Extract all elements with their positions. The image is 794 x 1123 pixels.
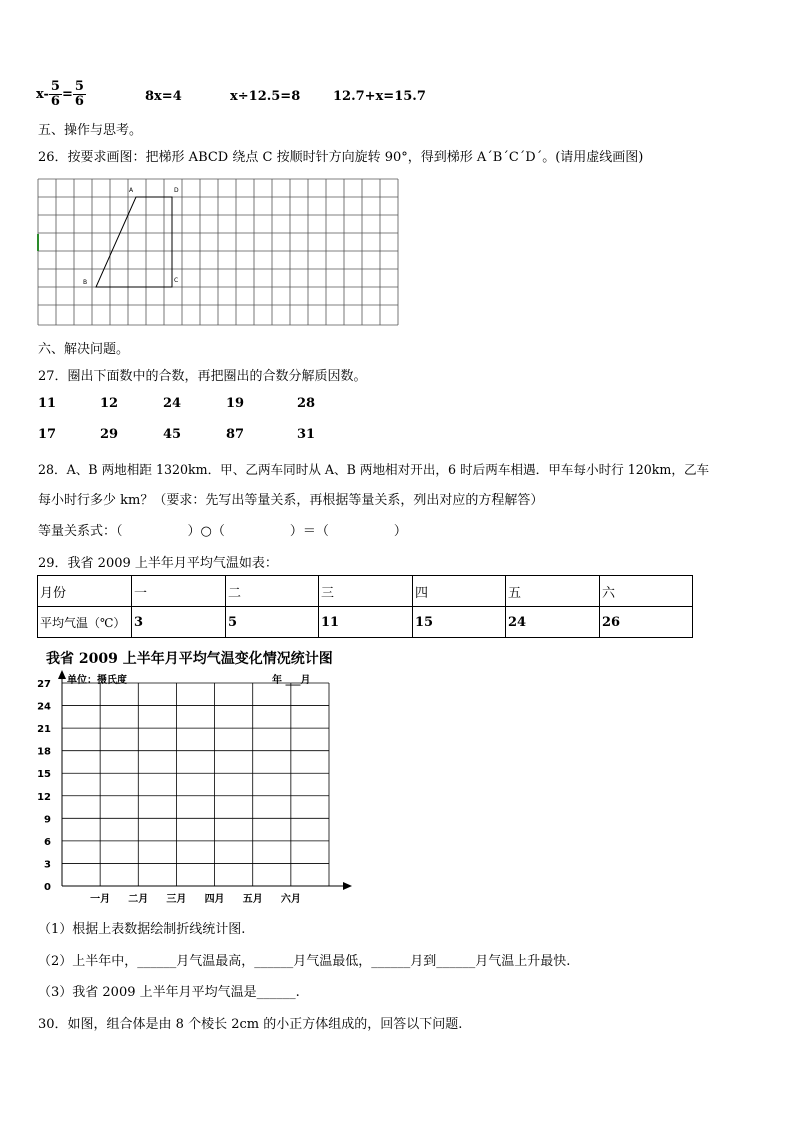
question-29-text: 29．我省 2009 上半年月平均气温如表： [38,556,278,571]
table-cell: 3 [132,607,226,638]
section-6-heading: 六、解决问题。 [38,342,130,357]
table-cell: 26 [600,607,693,638]
chart-unit-label: 单位：摄氏度 [67,675,127,686]
q27-number: 87 [226,427,245,442]
question-29-sub-3: （3）我省 2009 上半年月平均气温是______. [38,985,300,1000]
table-cell: 一 [132,576,226,607]
question-27-text: 27．圈出下面数中的合数，再把圈出的合数分解质因数。 [38,369,367,384]
q27-number: 28 [297,396,316,411]
y-tick-label: 18 [37,746,51,758]
y-tick-label: 12 [37,791,51,803]
chart-y-ticks [37,679,51,893]
q27-number: 12 [100,396,119,411]
equation-3: x÷12.5=8 [230,89,301,104]
section-5-heading: 五、操作与思考。 [38,123,143,138]
equation-1 [36,80,86,109]
q27-number: 17 [38,427,57,442]
fraction-2-denominator: 6 [74,94,84,109]
y-tick-label: 15 [37,769,51,781]
label-a: A [129,187,134,194]
table-cell: 5 [226,607,319,638]
fraction-2-numerator: 5 [74,79,84,94]
temperature-chart [30,668,360,910]
y-tick-label: 0 [44,882,51,893]
table-row [38,576,693,607]
question-26-text: 26．按要求画图：把梯形 ABCD 绕点 C 按顺时针方向旋转 90°，得到梯形 A´B´C´D´。(请用虚线画图) [38,150,644,165]
table-cell: 六 [600,576,693,607]
question-29-sub-2: （2）上半年中，______月气温最高，______月气温最低，______月到______月气温上升最快. [38,954,571,969]
y-tick-label: 24 [37,701,51,713]
y-axis-arrow [58,670,66,679]
chart-date-label: 年 ___月 [272,675,311,686]
question-28-line-1: 28．A、B 两地相距 1320km．甲、乙两车同时从 A、B 两地相对开出，6 时后两车相遇．甲车每小时行 120km，乙车 [38,462,710,477]
x-tick-label: 五月 [242,894,263,905]
table-cell: 15 [413,607,506,638]
fraction-1-numerator: 5 [50,79,60,94]
y-tick-label: 3 [44,859,51,871]
q27-number: 29 [100,427,119,442]
table-cell: 三 [319,576,413,607]
table-cell: 二 [226,576,319,607]
question-28-relation: 等量关系式：（ ）○（ ）＝（ ） [38,524,407,539]
label-c: C [174,277,179,284]
table-cell: 24 [506,607,600,638]
x-tick-label: 六月 [280,894,301,905]
chart-title: 我省 2009 上半年月平均气温变化情况统计图 [46,651,333,667]
fraction-2 [73,80,86,109]
fraction-1-denominator: 6 [50,94,60,109]
x-tick-label: 一月 [90,894,111,905]
table-cell: 平均气温（℃） [38,607,132,638]
x-tick-label: 三月 [166,894,187,905]
eq1-prefix: x- [36,87,49,102]
question-29-sub-1: （1）根据上表数据绘制折线统计图. [38,922,246,937]
y-tick-label: 6 [44,836,51,848]
question-30-text: 30．如图，组合体是由 8 个棱长 2cm 的小正方体组成的，回答以下问题. [38,1017,463,1032]
trapezoid-abcd [96,197,172,287]
equation-4: 12.7+x=15.7 [333,89,426,104]
q27-number: 11 [38,396,57,411]
q27-number: 31 [297,427,316,442]
eq1-equals: = [61,87,73,102]
grid-lines [38,179,398,325]
x-tick-label: 四月 [204,894,225,905]
table-cell: 月份 [38,576,132,607]
equation-2: 8x=4 [145,89,182,104]
x-axis-arrow [343,882,352,890]
table-cell: 11 [319,607,413,638]
table-cell: 四 [413,576,506,607]
q27-number: 24 [163,396,182,411]
fraction-1 [49,80,62,109]
question-28-line-2: 每小时行多少 km？（要求：先写出等量关系，再根据等量关系，列出对应的方程解答） [38,493,544,508]
q27-number: 19 [226,396,245,411]
chart-x-ticks [90,892,301,905]
y-tick-label: 27 [37,679,51,690]
q27-number: 45 [163,427,182,442]
x-tick-label: 二月 [128,894,149,905]
rotation-grid [37,178,400,327]
label-b: B [83,279,88,286]
y-tick-label: 21 [37,724,51,736]
y-tick-label: 9 [44,814,51,826]
table-row [38,607,693,638]
label-d: D [174,187,179,194]
temperature-table [37,575,693,638]
chart-grid [62,683,329,886]
table-cell: 五 [506,576,600,607]
